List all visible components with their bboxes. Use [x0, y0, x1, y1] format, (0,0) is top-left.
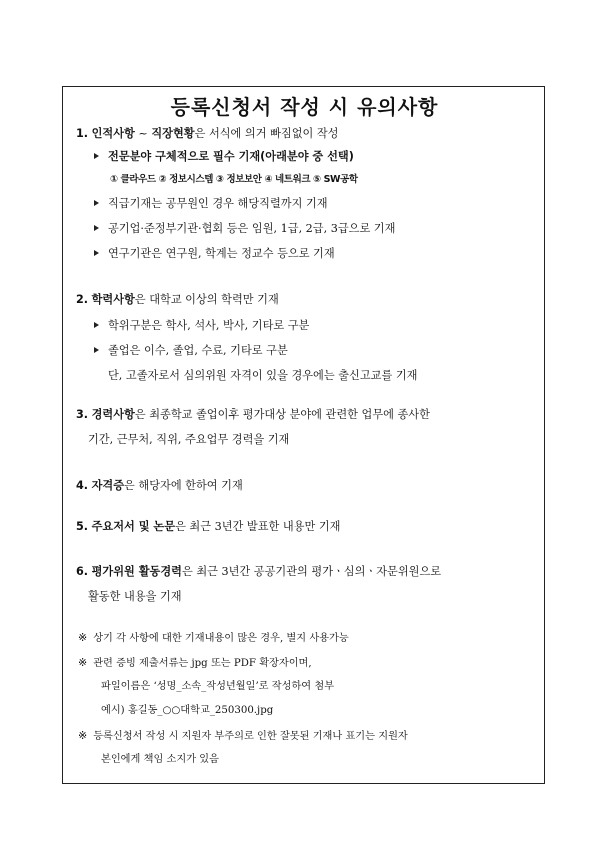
- list-item-text: 연구기관은 연구원, 학계는 정교수 등으로 기재: [108, 247, 335, 260]
- triangle-bullet-icon: [94, 347, 99, 353]
- reference-mark-icon: ※: [78, 631, 88, 644]
- section-title: 주요저서 및 논문: [91, 520, 176, 533]
- list-item: [94, 319, 309, 333]
- section-text: 은 서식에 의거 빠짐없이 작성: [194, 127, 339, 140]
- list-item: [94, 150, 354, 164]
- note-text: 상기 각 사항에 대한 기재내용이 많은 경우, 별지 사용가능: [93, 633, 349, 644]
- section-title: 자격증: [91, 479, 125, 492]
- reference-mark-icon: ※: [78, 656, 88, 669]
- note-example: 예시) 홍길동_○○대학교_250300.jpg: [101, 705, 274, 716]
- list-item: [94, 222, 395, 236]
- section-2-heading: [76, 293, 279, 307]
- list-item: [94, 197, 328, 211]
- section-text-continuation: 활동한 내용을 기재: [88, 590, 182, 603]
- triangle-bullet-icon: [94, 322, 99, 328]
- section-title: 인적사항: [91, 127, 135, 140]
- list-item-text: 직급기재는 공무원인 경우 해당직렬까지 기재: [108, 197, 328, 210]
- section-4-heading: [76, 479, 243, 493]
- section-title: 평가위원 활동경력: [91, 565, 182, 578]
- note-text-continuation: 본인에게 책임 소지가 있음: [101, 754, 219, 765]
- notice-box: [62, 86, 545, 784]
- separator: ~: [134, 127, 152, 140]
- list-item-text: 졸업은 이수, 졸업, 수료, 기타로 구분: [108, 344, 288, 357]
- note-item: [78, 729, 408, 744]
- list-item-text: 공기업·준정부기관·협회 등은 임원, 1급, 2급, 3급으로 기재: [108, 222, 396, 235]
- section-number: 4.: [76, 479, 89, 492]
- triangle-bullet-icon: [94, 250, 99, 256]
- section-6-heading: [76, 565, 441, 579]
- section-number: 2.: [76, 293, 89, 306]
- list-item: [94, 344, 288, 358]
- triangle-bullet-icon: [94, 200, 99, 206]
- section-text: 은 최근 3년간 발표한 내용만 기재: [175, 520, 341, 533]
- section-text: 은 해당자에 한하여 기재: [124, 479, 243, 492]
- note-item: [78, 656, 312, 671]
- note-text-continuation: 파일이름은 ‘성명_소속_작성년월일’로 작성하여 첨부: [101, 681, 335, 692]
- section-text-continuation: 기간, 근무처, 직위, 주요업무 경력을 기재: [88, 433, 290, 446]
- section-3-heading: [76, 408, 430, 422]
- list-item-continuation: 단, 고졸자로서 심의위원 자격이 있을 경우에는 출신고교를 기재: [108, 369, 418, 382]
- triangle-bullet-icon: [94, 153, 99, 159]
- note-text: 등록신청서 작성 시 지원자 부주의로 인한 잘못된 기재나 표기는 지원자: [93, 731, 408, 742]
- section-number: 5.: [76, 520, 89, 533]
- note-item: [78, 631, 349, 646]
- section-1-heading: [76, 127, 339, 141]
- section-text: 은 최근 3년간 공공기관의 평가ㆍ심의ㆍ자문위원으로: [181, 565, 442, 578]
- section-5-heading: [76, 520, 340, 534]
- field-options: ① 클라우드 ② 정보시스템 ③ 정보보안 ④ 네트워크 ⑤ SW공학: [110, 174, 358, 185]
- section-title: 직장현황: [151, 127, 195, 140]
- section-number: 6.: [76, 565, 89, 578]
- section-number: 1.: [76, 127, 89, 140]
- triangle-bullet-icon: [94, 225, 99, 231]
- section-number: 3.: [76, 408, 89, 421]
- list-item-text: 전문분야 구체적으로 필수 기재(아래분야 중 선택): [108, 150, 354, 163]
- section-text: 은 대학교 이상의 학력만 기재: [134, 293, 279, 306]
- list-item: [94, 247, 335, 261]
- note-text: 관련 증빙 제출서류는 jpg 또는 PDF 확장자이며,: [93, 658, 312, 669]
- page-title: 등록신청서 작성 시 유의사항: [170, 95, 439, 119]
- section-title: 학력사항: [91, 293, 135, 306]
- section-title: 경력사항: [91, 408, 135, 421]
- section-text: 은 최종학교 졸업이후 평가대상 분야에 관련한 업무에 종사한: [134, 408, 430, 421]
- list-item-text: 학위구분은 학사, 석사, 박사, 기타로 구분: [108, 319, 310, 332]
- reference-mark-icon: ※: [78, 729, 88, 742]
